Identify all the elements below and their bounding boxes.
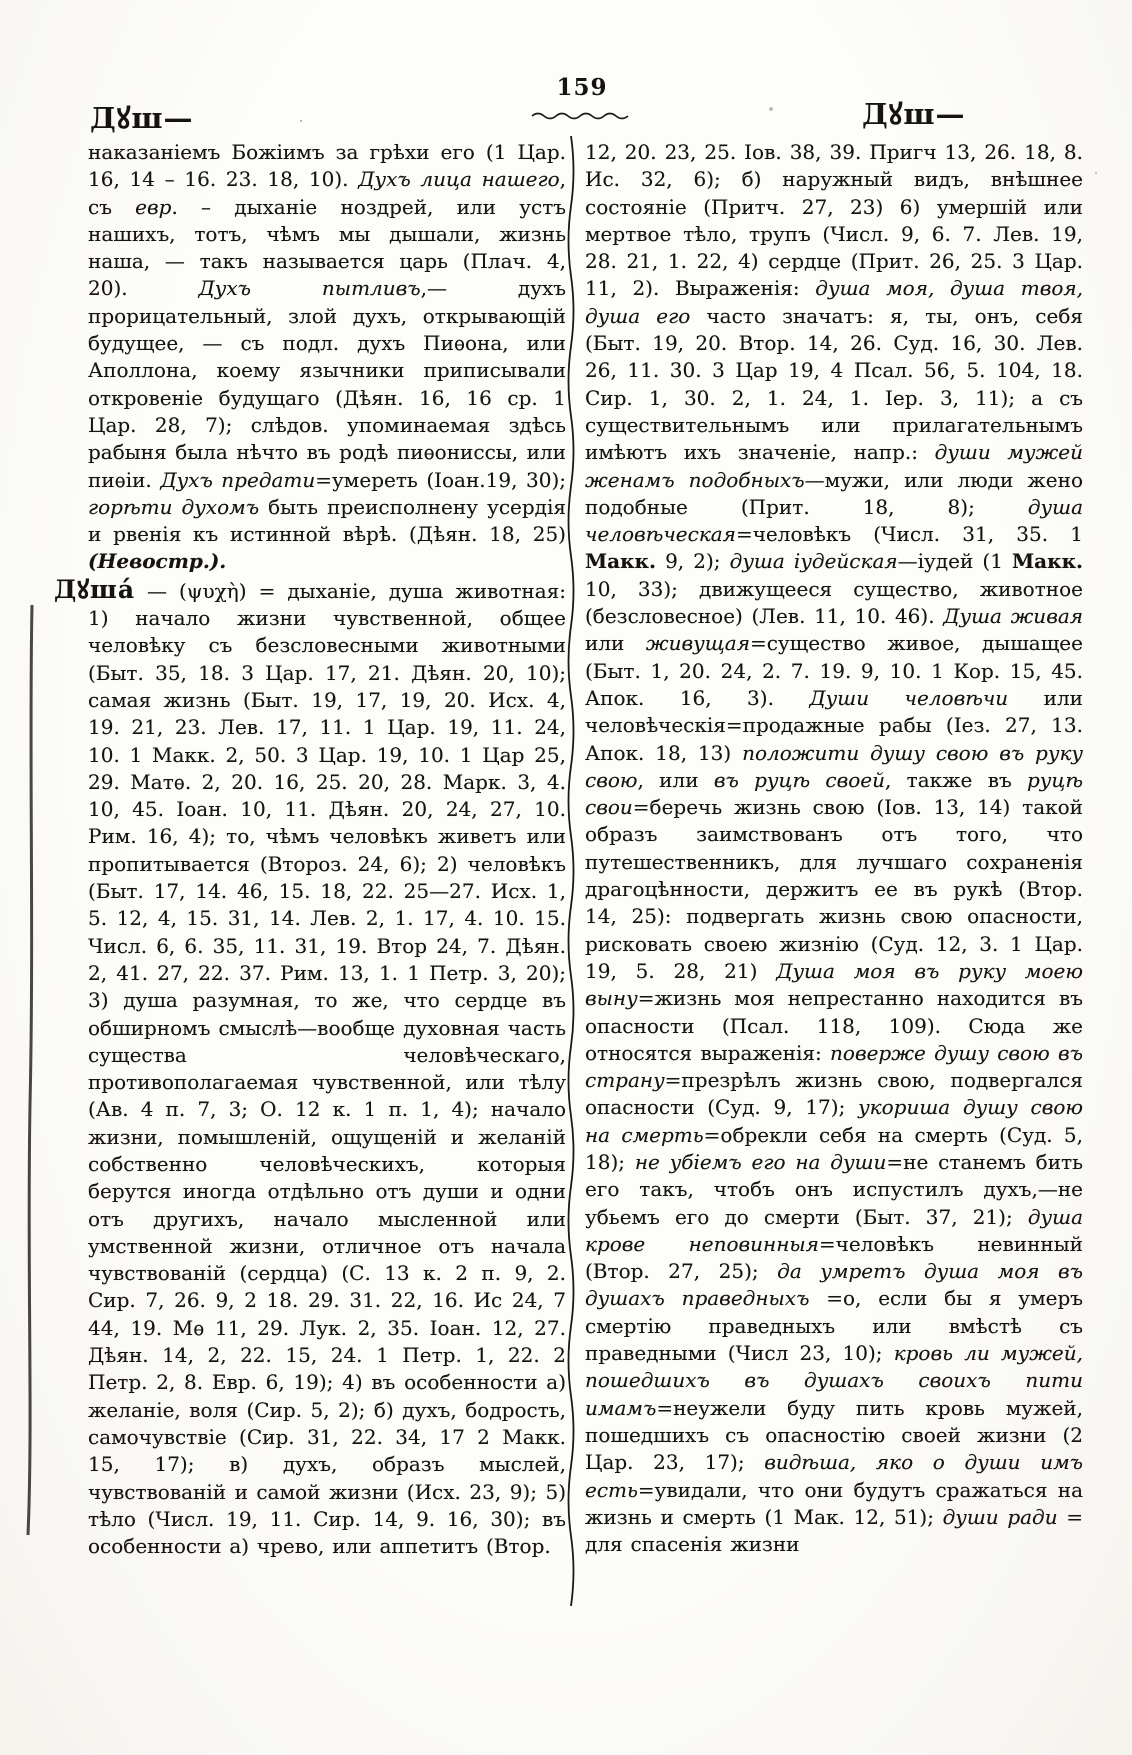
text-segment: Душа моя въ руку моею выну: [585, 958, 1083, 1011]
text-segment: руцѣ свои: [585, 767, 1084, 820]
column-divider-rule: [563, 136, 579, 1618]
text-segment: или: [585, 631, 646, 656]
entry-headword: Дꙋша́: [54, 574, 136, 604]
text-segment: , или: [637, 767, 714, 792]
text-segment: =человѣкъ (Числ. 31, 35. 1: [735, 522, 1083, 547]
text-paragraph: [585, 139, 1083, 1558]
text-segment: 10, 33); движущееся существо, животное (безсловесное) (Лев. 11, 10. 46).: [585, 576, 1083, 629]
text-segment: души ради: [942, 1504, 1058, 1529]
text-segment: живущая: [645, 631, 750, 656]
text-segment: не убіемъ его на души: [634, 1149, 887, 1174]
text-segment: видѣша, яко о души имъ есть: [585, 1450, 1083, 1502]
text-segment: укориша душу свою на смерть: [585, 1095, 1084, 1147]
text-segment: часто значатъ: я, ты, онъ, себя (Быт. 19, 20. Втор. 14, 26. Суд. 16, 30. Лев. 26, 11. 30. 3 Цар 19, 4 Псал. 56, 5. 104, 18. Сир. 1, 30. 2, 1. 24, 1. Іер. 3, 11); а съ существительнымъ или прилагательнымъ имѣютъ ихъ значеніе, напр.:: [585, 303, 1083, 465]
text-segment: 9, 2);: [655, 549, 730, 574]
text-segment: = для спасенія жизни: [585, 1504, 1084, 1557]
text-segment: душа моя, душа твоя, душа его: [585, 276, 1083, 328]
right-column: [585, 139, 1083, 1558]
text-segment: наказаніемъ Божіимъ за грѣхи его (1 Цар. 16, 14 – 16. 23. 18, 10).: [88, 140, 566, 192]
scan-edge-artifact: [18, 605, 42, 1535]
text-segment: 12, 20. 23, 25. Іов. 38, 39. Пригч 13, 26. 18, 8. Ис. 32, 6); б) наружный видъ, внѣшнее состояніе (Притч. 27, 23) 6) умершій или мертвое тѣло, трупъ (Числ. 9, 6. 7. Лев. 19, 28. 21, 1. 22, 4) сердце (Прит. 26, 25. 3 Цар. 11, 2). Выраженія:: [585, 140, 1083, 301]
running-head-left: Дꙋш—: [90, 101, 194, 135]
text-segment: =существо живое, дышащее (Быт. 1, 20. 24, 2. 7. 19. 9, 10. 1 Кор. 15, 45. Апок. 16, 3).: [585, 631, 1083, 710]
text-segment: Духъ пытливъ: [198, 276, 421, 301]
text-segment: Духъ лица нашего: [358, 167, 560, 192]
text-segment: Макк.: [1012, 549, 1083, 574]
text-segment: . – дыханіе ноздрей, или устъ нашихъ, тотъ, чѣмъ мы дышали, жизнь наша, — такъ называется царь (Плач. 4, 20).: [88, 194, 566, 301]
dictionary-entry-paragraph: [54, 574, 566, 1561]
text-segment: душа іудейская: [729, 549, 898, 574]
text-segment: ,— духъ прорицательный, злой духъ, открывающій будущее, — съ подл. духъ Пиѳона, или Аполлона, коему язычники приписывали откровеніе будущаго (Дѣян. 16, 16 ср. 1 Цар. 28, 7); слѣдов. упоминаемая здѣсь рабыня была нѣчто въ родѣ пиѳониссы, или пиѳіи.: [88, 276, 566, 492]
text-segment: =презрѣлъ жизнь свою, подвергался опасности (Суд. 9, 17);: [585, 1068, 1083, 1120]
text-segment: =неужели буду пить кровь мужей, пошедшихъ съ опасностію своей жизни (2 Цар. 23, 17);: [585, 1395, 1083, 1475]
text-segment: въ руцѣ своей: [713, 767, 886, 792]
page-number-underline-squiggle: [530, 110, 634, 120]
text-segment: душа человѣческая: [585, 494, 1083, 547]
text-segment: быть преисполнену усердія и рвенія къ истинной вѣрѣ. (Дѣян. 18, 25): [88, 494, 566, 547]
text-segment: Душа живая: [943, 604, 1083, 629]
text-segment: =жизнь моя непрестанно находится въ опасности (Псал. 118, 109). Сюда же относятся выраженія:: [585, 986, 1083, 1065]
text-segment: — (ψυχὴ) = дыханіе, душа животная: 1) начало жизни чувственной, общее человѣку съ безсловесными животными (Быт. 35, 18. 3 Цар. 17, 21. Дѣян. 20, 10); самая жизнь (Быт. 19, 17, 19, 20. Исх. 4, 19. 21, 23. Лев. 17, 11. 1 Цар. 19, 11. 24, 10. 1 Макк. 2, 50. 3 Цар. 19, 10. 1 Цар 25, 29. Матѳ. 2, 20. 16, 25. 20, 28. Марк. 3, 4. 10, 45. Іоан. 10, 11. Дѣян. 20, 24, 27, 10. Рим. 16, 4); то, чѣмъ человѣкъ живетъ или пропитывается (Второз. 24, 6); 2) человѣкъ (Быт. 17, 14. 46, 15. 18, 22. 25—27. Исх. 1, 5. 12, 4, 15. 31, 14. Лев. 2, 1. 17, 4. 10. 15. Числ. 6, 6. 35, 11. 31, 19. Втор 24, 7. Дѣян. 2, 41. 27, 22. 37. Рим. 13, 1. 1 Петр. 3, 20); 3) душа разумная, то же, что сердце въ обширномъ смыслѣ—вообще духовная часть существа человѣческаго, противополагаемая чувственной, или тѣлу (Ав. 4 п. 7, 3; О. 12 к. 1 п. 1, 4); начало жизни, помышленій, ощущеній и желаній собственно человѣческихъ, которыя берутся иногда отдѣльно отъ души и одни отъ другихъ, начало мысленной или умственной жизни, отличное отъ начала чувствованій (сердца) (С. 13 к. 2 п. 9, 2. Сир. 7, 26. 9, 2 18. 29. 31. 22, 16. Ис 24, 7 44, 19. Мѳ 11, 29. Лук. 2, 35. Іоан. 12, 27. Дѣян. 14, 2, 22. 15, 24. 1 Петр. 1, 22. 2 Петр. 2, 8. Евр. 6, 19); 4) въ особенности а) желаніе, воля (Сир. 5, 2); б) духъ, бодрость, самочувствіе (Сир. 31, 22. 34, 17 2 Макк. 15, 17); в) духъ, образъ мыслей, чувствованій и самой жизни (Исх. 23, 9); 5) тѣло (Числ. 19, 11. Сир. 14, 9. 16, 30); въ особенности а) чрево, или аппетитъ (Втор.: [88, 578, 566, 1559]
text-segment: положити душу свою въ руку свою: [585, 740, 1083, 792]
text-segment: Духъ предати: [160, 467, 316, 492]
text-segment: Макк.: [585, 549, 656, 574]
text-segment: горѣти духомъ: [88, 494, 260, 519]
text-segment: или человѣческія=продажные рабы (Іез. 27, 13. Апок. 18, 13): [585, 685, 1083, 765]
text-segment: =о, если бы я умеръ смертію праведныхъ или вмѣстѣ съ праведными (Числ 23, 10);: [585, 1286, 1083, 1366]
text-segment: =увидали, что они будутъ сражаться на жизнь и смерть (1 Мак. 12, 51);: [585, 1477, 1083, 1529]
page-number: 159: [556, 74, 608, 101]
text-segment: Души человѣчи: [809, 685, 1009, 710]
running-head-right: Дꙋш—: [862, 97, 966, 131]
text-segment: души мужей женамъ подобныхъ: [585, 440, 1083, 492]
text-segment: —мужи, или люди жено подобные (Прит. 18, 8);: [585, 467, 1083, 519]
text-segment: , также въ: [885, 767, 1027, 792]
scan-speckle: [300, 120, 302, 122]
text-segment: —іудей (1: [897, 549, 1013, 574]
text-segment: =человѣкъ невинный (Втор. 27, 25);: [585, 1231, 1083, 1284]
text-segment: поверже душу свою въ страну: [585, 1040, 1083, 1093]
text-segment: душа крове неповинныя: [585, 1204, 1083, 1256]
left-column: [54, 139, 566, 1560]
text-segment: кровь ли мужей, пошедшихъ въ душахъ своихъ пити имамъ: [585, 1341, 1084, 1420]
text-segment: =не станемъ бить его такъ, чтобъ онъ испустилъ духъ,—не убьемъ его до смерти (Быт. 37, 21);: [585, 1149, 1083, 1229]
text-segment: =обрекли себя на смерть (Суд. 5, 18);: [585, 1122, 1083, 1174]
text-segment: евр: [135, 194, 172, 219]
text-segment: =умереть (Іоан.19, 30);: [315, 467, 566, 492]
text-paragraph: [88, 139, 566, 576]
text-segment: да умретъ душа моя въ душахъ праведныхъ: [585, 1259, 1083, 1311]
text-segment: , съ: [88, 167, 566, 219]
text-segment: =беречь жизнь свою (Іов. 13, 14) такой образъ заимствованъ отъ того, что путешественникъ, для лучшаго сохраненія драгоцѣнности, держитъ ее въ рукѣ (Втор. 14, 25): подвергать жизнь свою опасности, рисковать своею жизнію (Суд. 12, 3. 1 Цар. 19, 5. 28, 21): [585, 795, 1083, 983]
text-segment: (Невостр.).: [88, 549, 227, 574]
